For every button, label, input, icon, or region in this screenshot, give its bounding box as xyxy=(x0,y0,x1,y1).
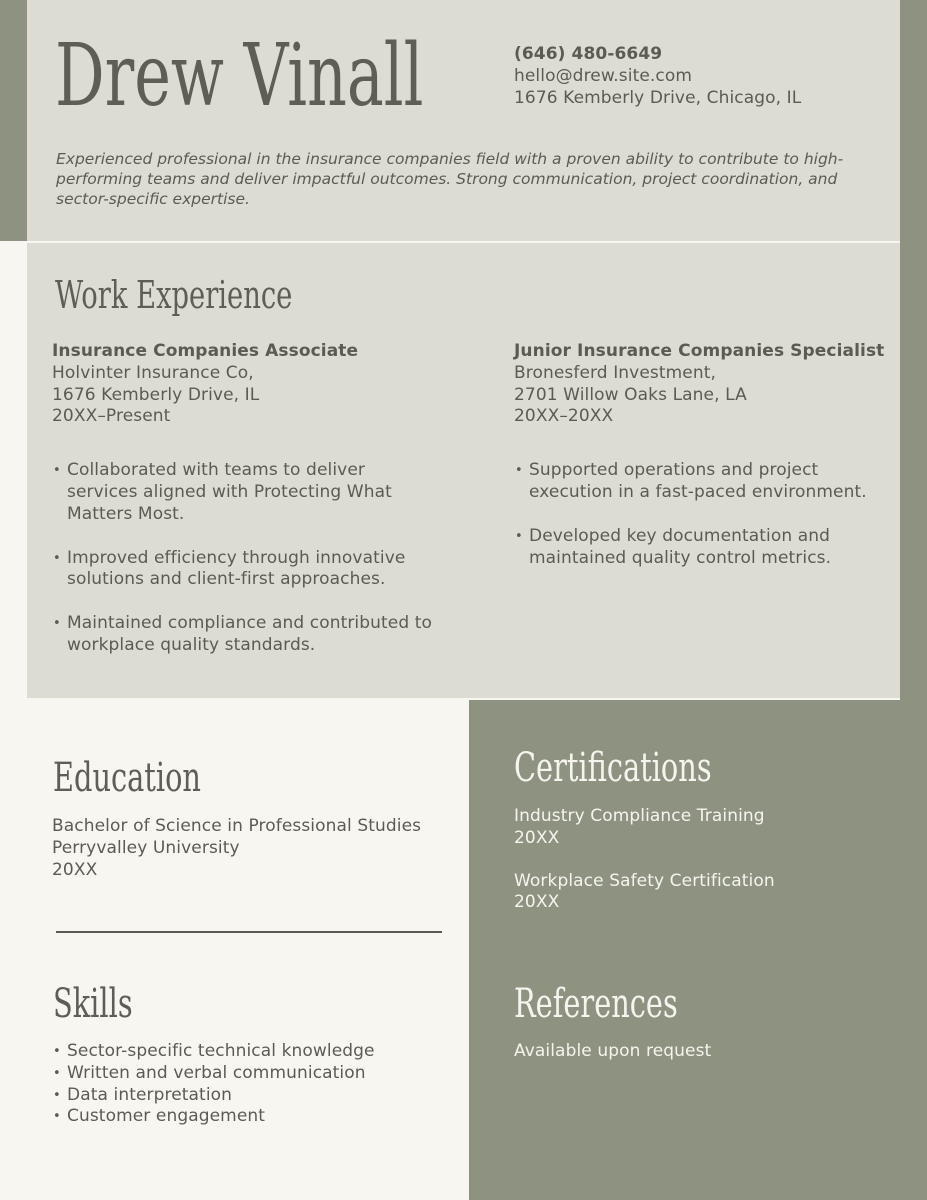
list-item: • Customer engagement xyxy=(53,1106,266,1127)
contact-block xyxy=(514,44,801,109)
email-address: hello@drew.site.com xyxy=(514,65,693,86)
list-item: • Data interpretation xyxy=(53,1084,233,1105)
school: Perryvalley University xyxy=(52,837,240,858)
left-stripe xyxy=(0,0,27,241)
list-item: • Collaborated with teams to deliver services aligned with Protecting What Matters Most. xyxy=(53,460,392,524)
list-item: • Developed key documentation and maintained quality control metrics. xyxy=(515,525,832,568)
job-company: Bronesferd Investment, xyxy=(514,362,716,383)
certification-year: 20XX xyxy=(514,827,560,848)
job-1 xyxy=(52,341,452,657)
job-title: Insurance Companies Associate xyxy=(52,341,359,361)
graduation-year: 20XX xyxy=(52,859,98,880)
job-bullets xyxy=(52,460,437,657)
right-stripe xyxy=(900,0,927,700)
job-company: Holvinter Insurance Co, xyxy=(52,362,254,383)
job-title: Junior Insurance Companies Specialist xyxy=(514,341,885,361)
list-item: • Maintained compliance and contributed to workplace quality standards. xyxy=(53,613,433,655)
certification-name: Industry Compliance Training xyxy=(514,806,765,826)
job-2 xyxy=(514,341,899,569)
certification-name: Workplace Safety Certification xyxy=(514,870,775,891)
job-location: 2701 Willow Oaks Lane, LA xyxy=(514,384,747,405)
education-heading: Education xyxy=(53,755,201,801)
job-dates: 20XX–20XX xyxy=(514,406,614,427)
phone-number: (646) 480-6649 xyxy=(514,44,663,64)
list-item: • Written and verbal communication xyxy=(53,1062,366,1083)
section-divider xyxy=(56,931,442,933)
references-text: Available upon request xyxy=(514,1041,712,1061)
candidate-name: Drew Vinall xyxy=(55,26,424,126)
skills-list xyxy=(52,1041,375,1128)
job-dates: 20XX–Present xyxy=(52,406,171,427)
certifications-list xyxy=(514,806,775,914)
list-item: • Sector-specific technical knowledge xyxy=(53,1041,375,1061)
home-address: 1676 Kemberly Drive, Chicago, IL xyxy=(514,87,802,108)
summary: Experienced professional in the insurance companies field with a proven ability to contribute to high-performing teams and deliver impactful outcomes. Strong communication, project coordination, and sector-specific expertise. xyxy=(56,150,844,208)
work-heading: Work Experience xyxy=(55,273,293,317)
references-heading: References xyxy=(514,981,678,1027)
degree: Bachelor of Science in Professional Studies xyxy=(52,816,422,836)
certification-year: 20XX xyxy=(514,892,560,913)
certifications-heading: Certifications xyxy=(514,745,712,791)
job-location: 1676 Kemberly Drive, IL xyxy=(52,384,260,405)
skills-heading: Skills xyxy=(53,981,133,1027)
list-item: • Supported operations and project execution in a fast-paced environment. xyxy=(515,460,867,502)
education-details xyxy=(52,816,421,881)
list-item: • Improved efficiency through innovative solutions and client-first approaches. xyxy=(53,547,406,590)
job-bullets xyxy=(514,460,899,569)
